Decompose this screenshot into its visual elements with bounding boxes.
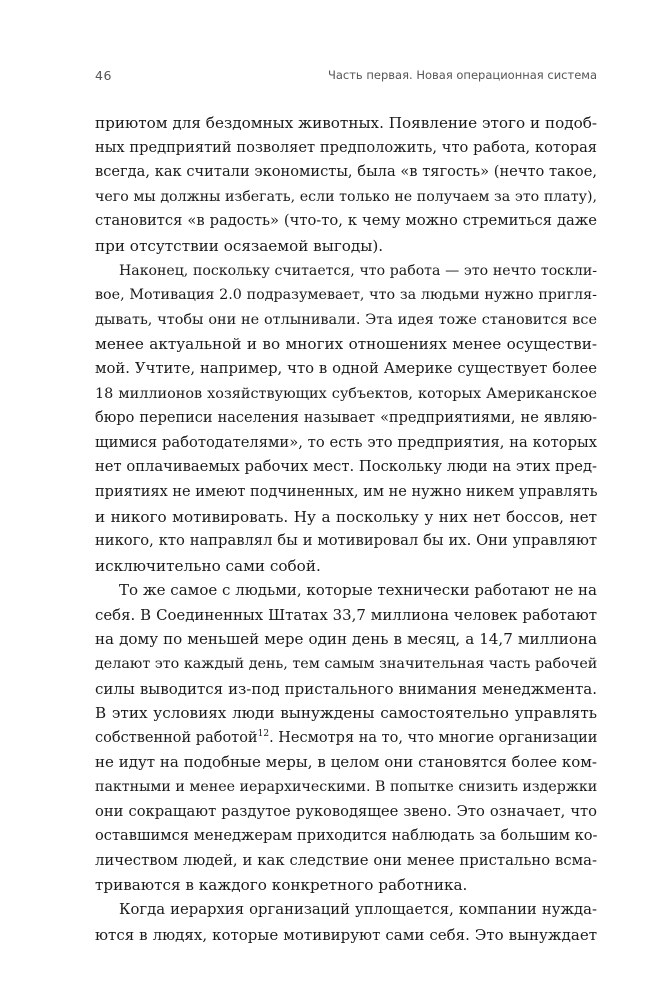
- text-line: силы выводится из-под пристального внимания менеджмента.: [95, 679, 597, 698]
- text-line: не идут на подобные меры, в целом они становятся более ком-: [95, 753, 597, 772]
- footnote-text-before: собственной работой: [95, 729, 258, 746]
- text-line: Наконец, поскольку считается, что работа — это нечто тоскли-: [119, 262, 597, 279]
- text-line: и никого мотивировать. Ну а поскольку у них нет боссов, нет: [95, 507, 597, 526]
- text-line: чего мы должны избегать, если только не получаем за это плату),: [95, 188, 597, 205]
- text-line-with-footnote: [95, 726, 597, 751]
- text-line: щимися работодателями», то есть это предприятия, на которых: [95, 433, 597, 451]
- text-line: личеством людей, и как следствие они менее пристально всма-: [95, 851, 597, 869]
- text-line: всегда, как считали экономисты, была «в тягость» (нечто такое,: [95, 163, 597, 181]
- text-line: То же самое с людьми, которые технически работают не на: [119, 581, 597, 600]
- text-line: делают это каждый день, тем самым значительная часть рабочей: [95, 656, 598, 673]
- running-head-title: Часть первая. Новая операционная система: [327, 68, 597, 82]
- text-line: ных предприятий позволяет предположить, что работа, которая: [95, 138, 597, 156]
- text-line: они сокращают раздутое руководящее звено. Это означает, что: [95, 802, 597, 820]
- text-line: Когда иерархия организаций уплощается, компании нужда-: [119, 901, 597, 918]
- text-line: на дому по меньшей мере один день в месяц, а 14,7 миллиона: [95, 630, 597, 649]
- paragraph-4: [95, 898, 597, 947]
- footnote-text-after: . Несмотря на то, что многие организации: [269, 729, 598, 746]
- text-line: В этих условиях люди вынуждены самостоятельно управлять: [95, 704, 597, 723]
- running-head: [95, 68, 597, 86]
- text-line: себя. В Соединенных Штатах 33,7 миллиона человек работают: [95, 605, 597, 624]
- text-line: триваются в каждого конкретного работника.: [95, 876, 468, 895]
- text-line: при отсутствии осязаемой выгоды).: [95, 236, 384, 255]
- text-line: ются в людях, которые мотивируют сами себя. Это вынуждает: [95, 925, 597, 944]
- text-line: дывать, чтобы они не отлынивали. Эта идея тоже становится все: [95, 311, 597, 328]
- text-line: приютом для бездомных животных. Появление этого и подоб-: [95, 114, 597, 132]
- body-text: [95, 111, 597, 947]
- text-line: исключительно сами собой.: [95, 556, 321, 575]
- paragraph-2: [95, 259, 597, 579]
- text-line: приятиях не имеют подчиненных, им не нужно никем управлять: [95, 483, 598, 500]
- text-line: 18 миллионов хозяйствующих субъектов, которых Американское: [95, 385, 597, 402]
- page-number: 46: [95, 68, 112, 83]
- footnote-marker: 12: [257, 728, 270, 739]
- text-line: оставшимся менеджерам приходится наблюдать за большим ко-: [95, 827, 598, 845]
- paragraph-1: [95, 111, 597, 259]
- text-line: никого, кто направлял бы и мотивировал бы их. Они управляют: [95, 532, 597, 550]
- text-line: вое, Мотивация 2.0 подразумевает, что за людьми нужно пригля-: [95, 287, 597, 304]
- text-line: мой. Учтите, например, что в одной Америке существует более: [95, 359, 597, 377]
- paragraph-3: [95, 578, 597, 898]
- text-line: нет оплачиваемых рабочих мест. Поскольку люди на этих пред-: [95, 458, 597, 476]
- text-line: бюро переписи населения называет «предприятиями, не являю-: [95, 410, 597, 427]
- text-line: менее актуальной и во многих отношениях менее осуществи-: [95, 335, 597, 354]
- text-line: пактными и менее иерархическими. В попытке снизить издержки: [95, 779, 598, 796]
- text-line: становится «в радость» (что-то, к чему можно стремиться даже: [95, 212, 597, 230]
